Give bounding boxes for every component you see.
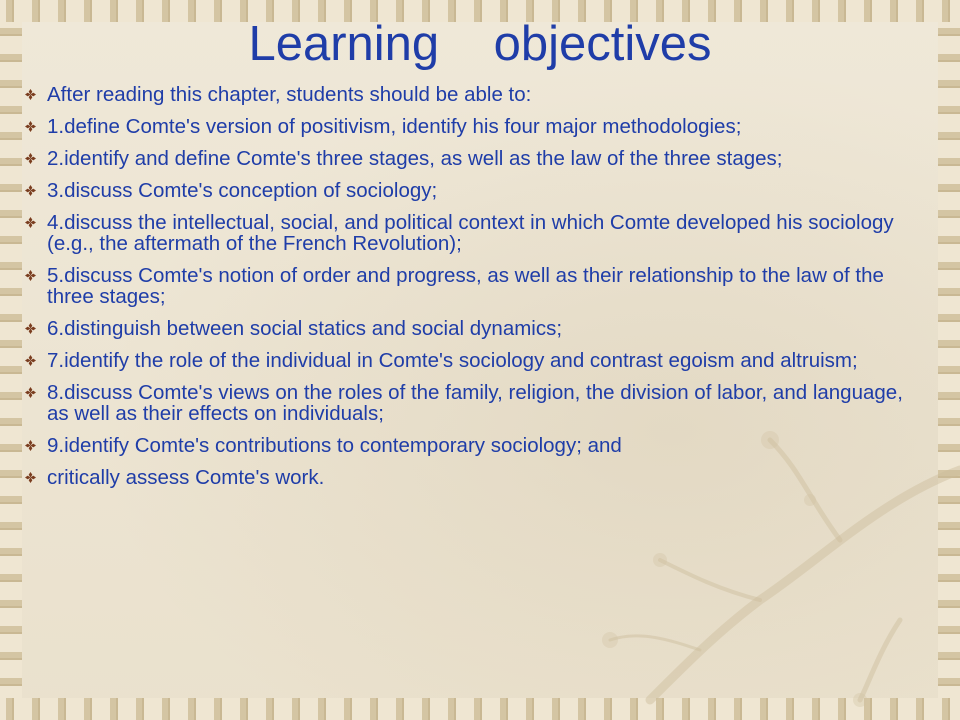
diamond-bullet-icon (25, 121, 36, 132)
objective-item (22, 435, 922, 456)
diamond-bullet-icon (25, 270, 36, 281)
objective-text: 6.distinguish between social statics and social dynamics; (47, 317, 563, 340)
objective-item (22, 467, 922, 488)
objective-text: critically assess Comte's work. (47, 466, 325, 489)
objective-text: After reading this chapter, students should be able to: (47, 83, 532, 106)
diamond-bullet-icon (25, 387, 36, 398)
greek-key-border-right (938, 22, 960, 698)
objective-text: 5.discuss Comte's notion of order and progress, as well as their relationship to the law of the three stages; (47, 264, 884, 308)
greek-key-border-bottom (0, 698, 960, 720)
diamond-bullet-icon (25, 153, 36, 164)
diamond-bullet-icon (25, 89, 36, 100)
greek-key-border-left (0, 22, 22, 698)
objective-text: 1.define Comte's version of positivism, identify his four major methodologies; (47, 115, 742, 138)
diamond-bullet-icon (25, 323, 36, 334)
objective-item (22, 382, 922, 424)
objective-item (22, 84, 922, 105)
objective-item (22, 180, 922, 201)
objective-item (22, 212, 922, 254)
objective-text: 9.identify Comte's contributions to contemporary sociology; and (47, 434, 622, 457)
objective-text: 2.identify and define Comte's three stages, as well as the law of the three stages; (47, 147, 783, 170)
objective-item (22, 265, 922, 307)
objective-text: 7.identify the role of the individual in Comte's sociology and contrast egoism and altruism; (47, 349, 858, 372)
diamond-bullet-icon (25, 472, 36, 483)
objective-item (22, 148, 922, 169)
diamond-bullet-icon (25, 185, 36, 196)
objective-text: 3.discuss Comte's conception of sociology; (47, 179, 438, 202)
diamond-bullet-icon (25, 440, 36, 451)
diamond-bullet-icon (25, 355, 36, 366)
objective-text: 8.discuss Comte's views on the roles of the family, religion, the division of labor, and language, as well as their effects on individuals; (47, 381, 903, 425)
objectives-list (22, 84, 922, 499)
diamond-bullet-icon (25, 217, 36, 228)
objective-item (22, 318, 922, 339)
objective-item (22, 116, 922, 137)
objective-item (22, 350, 922, 371)
objective-text: 4.discuss the intellectual, social, and political context in which Comte developed his sociology (e.g., the aftermath of the French Revolution); (47, 211, 894, 255)
slide-title: Learning objectives (248, 17, 712, 71)
